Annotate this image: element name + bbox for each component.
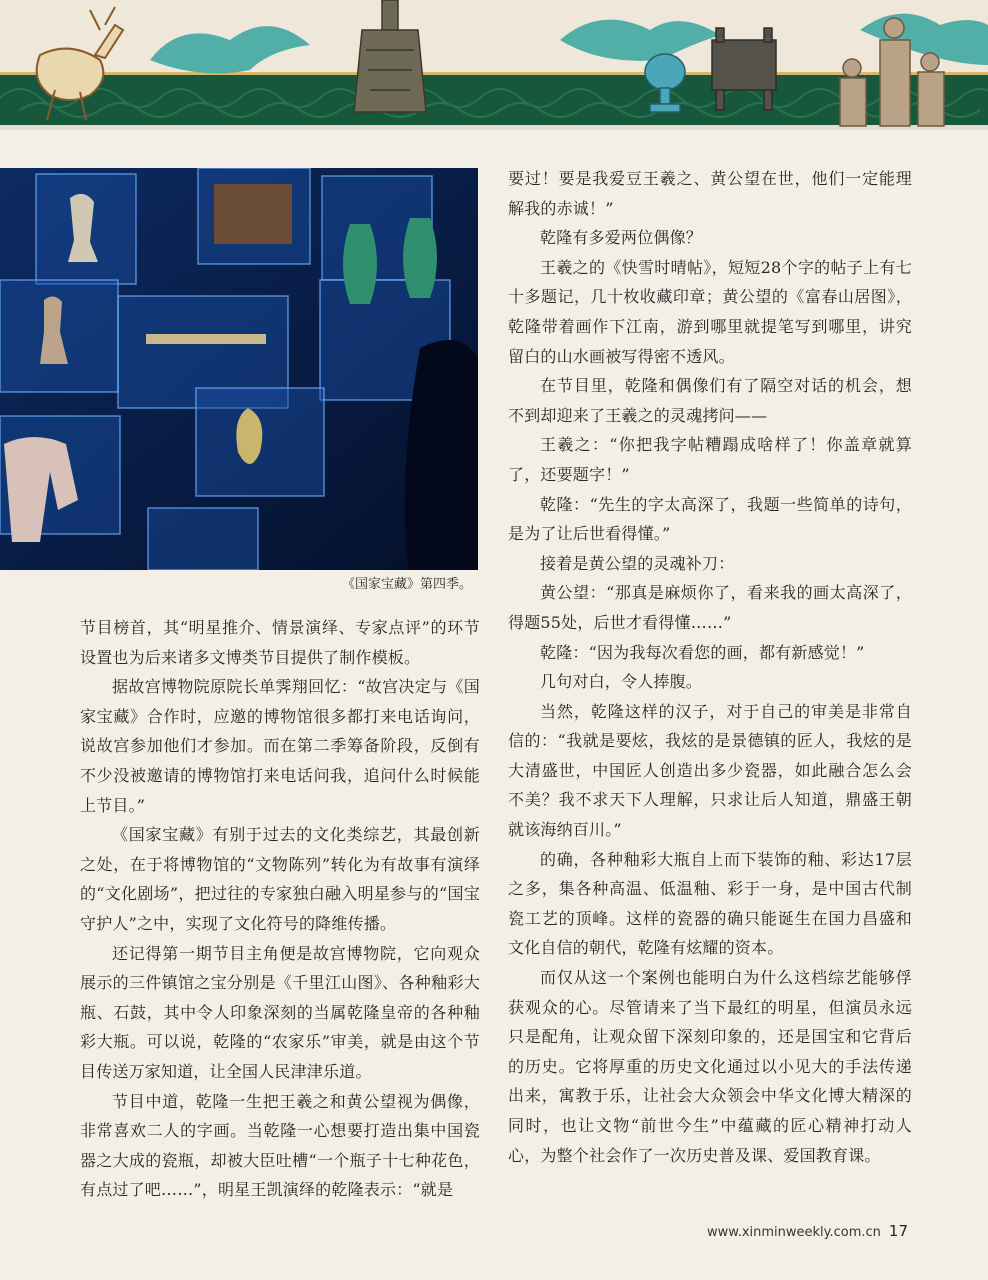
website-url: www.xinminweekly.com.cn <box>706 1225 881 1240</box>
deer-illustration <box>37 7 123 120</box>
paragraph: 还记得第一期节目主角便是故宫博物院，它向观众展示的三件镇馆之宝分别是《千里江山图》、各种釉彩大瓶、石鼓，其中令人印象深刻的当属乾隆皇帝的各种釉彩大瓶。可以说，乾隆的“农家乐”审美，就是由这个节目传送万家知道，让全国人民津津乐道。 <box>80 943 480 1081</box>
page-number: 17 <box>888 1222 908 1240</box>
paragraph: 王羲之：“你把我字帖糟蹋成啥样了！你盖章就算了，还要题字！” <box>508 435 912 484</box>
paragraph: 接着是黄公望的灵魂补刀： <box>540 553 735 573</box>
bronze-cauldron-illustration <box>712 28 776 110</box>
porcelain-vessel-illustration <box>645 54 685 112</box>
paragraph: 乾隆有多爱两位偶像？ <box>540 228 703 248</box>
paragraph: 王羲之的《快雪时晴帖》，短短28个字的帖子上有七十多题记，几十枚收藏印章；黄公望的《富春山居图》，乾隆带着画作下江南，游到哪里就提笔写到哪里，讲究留白的山水画被写得密不透风。 <box>508 257 912 366</box>
paragraph: 节目榜首，其“明星推介、情景演绎、专家点评”的环节设置也为后来诸多文博类节目提供了制作模板。 <box>80 618 480 667</box>
right-text-column <box>508 164 912 1170</box>
paragraph: 在节目里，乾隆和偶像们有了隔空对话的机会，想不到却迎来了王羲之的灵魂拷问—— <box>508 376 912 425</box>
paragraph: 的确，各种釉彩大瓶自上而下装饰的釉、彩达17层之多，集各种高温、低温釉、彩于一身，是中国古代制瓷工艺的顶峰。这样的瓷器的确只能诞生在国力昌盛和文化自信的朝代，乾隆有炫耀的资本。 <box>508 849 912 958</box>
paragraph: 当然，乾隆这样的汉子，对于自己的审美是非常自信的：“我就是要炫，我炫的是景德镇的匠人，我炫的是大清盛世，中国匠人创造出多少瓷器，如此融合怎么会不美？我不求天下人理解，只求让后人知道，鼎盛王朝就该海纳百川。” <box>508 701 912 840</box>
paragraph: 而仅从这一个案例也能明白为什么这档综艺能够俘获观众的心。尽管请来了当下最红的明星，但演员永远只是配角，让观众留下深刻印象的，还是国宝和它背后的历史。它将厚重的历史文化通过以小见大的手法传递出来，寓教于乐，让社会大众领会中华文化博大精深的同时，也让文物“前世今生”中蕴藏的匠心精神打动人心，为整个社会作了一次历史普及课、爱国教育课。 <box>508 968 912 1165</box>
display-case <box>148 508 258 570</box>
paragraph: 黄公望：“那真是麻烦你了，看来我的画太高深了，得题55处，后世才看得懂……” <box>508 583 912 632</box>
left-text-column <box>80 613 480 1205</box>
photo-caption: 《国家宝藏》第四季。 <box>341 577 472 592</box>
museum-showcase-photo <box>0 168 478 570</box>
header-banner <box>0 0 988 130</box>
header-illustration <box>0 0 988 130</box>
paragraph: 乾隆：“先生的字太高深了，我题一些简单的诗句，是为了让后世看得懂。” <box>508 494 912 544</box>
paragraph: 节目中道，乾隆一生把王羲之和黄公望视为偶像，非常喜欢二人的字画。当乾隆一心想要打造出集中国瓷器之大成的瓷瓶，却被大臣吐槽“一个瓶子十七种花色，有点过了吧……”，明星王凯演绎的乾隆表示：“就是 <box>80 1091 480 1200</box>
page-footer <box>707 1222 908 1240</box>
paragraph: 据故宫博物院原院长单霁翔回忆：“故宫决定与《国家宝藏》合作时，应邀的博物馆很多都打来电话询问，说故宫参加他们才参加。而在第二季筹备阶段，反倒有不少没被邀请的博物馆打来电话问我，追问什么时候能上节目。” <box>80 677 480 815</box>
paragraph: 《国家宝藏》有别于过去的文化类综艺，其最创新之处，在于将博物馆的“文物陈列”转化为有故事有演绎的“文化剧场”，把过往的专家独白融入明星参与的“国宝守护人”之中，实现了文化符号的降维传播。 <box>80 825 480 933</box>
bronze-bell-illustration <box>354 0 426 112</box>
paragraph: 要过！要是我爱豆王羲之、黄公望在世，他们一定能理解我的赤诚！” <box>508 169 912 218</box>
paragraph: 乾隆：“因为我每次看您的画，都有新感觉！” <box>540 642 865 662</box>
paragraph: 几句对白，令人捧腹。 <box>540 672 703 692</box>
